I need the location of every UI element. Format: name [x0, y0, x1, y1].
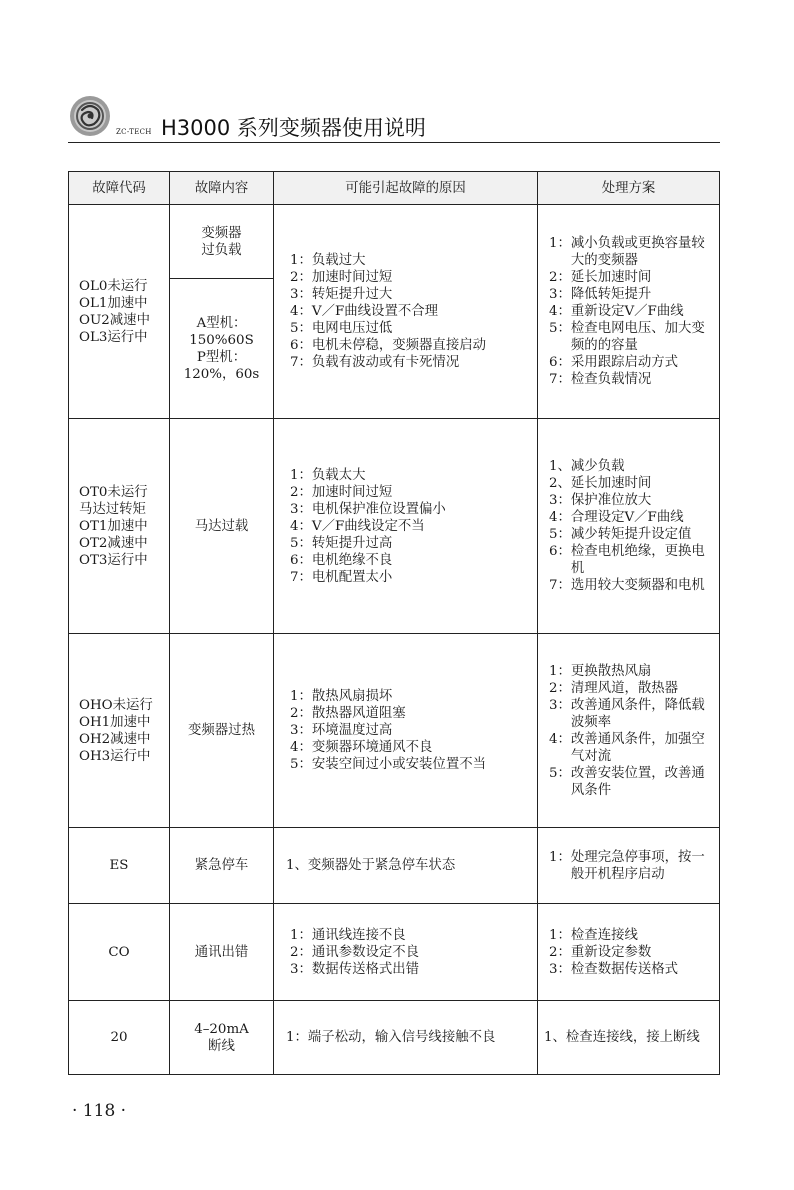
list-item: 7： 负载有波动或有卡死情况 [290, 355, 460, 370]
column-header-code: 故障代码 [69, 172, 170, 205]
list-item: 5： 安装空间过小或安装位置不当 [290, 757, 486, 772]
list-item: 5： 改善安装位置，改善通风条件 [549, 765, 705, 798]
list-item: 1、 检查连接线，接上断线 [544, 1030, 700, 1045]
list-item: 6： 检查电机绝缘，更换电机 [549, 544, 705, 576]
list-item: 6： 电机未停稳，变频器直接启动 [290, 338, 486, 353]
column-header-causes: 可能引起故障的原因 [274, 172, 538, 205]
list-item: 5： 转矩提升过高 [290, 535, 393, 551]
header-rule [68, 142, 720, 143]
table-row-ol [69, 205, 720, 279]
list-item: 1： 通讯线连接不良 [290, 927, 406, 943]
fault-code-20: 20 [69, 1001, 170, 1075]
fault-causes-ot [274, 419, 538, 634]
list-item: 4： 变频器环境通风不良 [290, 740, 433, 755]
list-item: 1： 负载太大 [290, 467, 366, 483]
fault-content-oh: 变频器过热 [170, 634, 274, 828]
table-row-co [69, 904, 720, 1001]
fault-content-ot: 马达过载 [170, 419, 274, 634]
list-item: 3： 环境温度过高 [290, 723, 393, 738]
list-item: 7： 电机配置太小 [290, 569, 393, 585]
zc-tech-logo-icon [68, 94, 112, 138]
fault-content-20: 4–20mA 断线 [170, 1001, 274, 1075]
fault-code-co: CO [69, 904, 170, 1001]
fault-content-ol-top: 变频器 过负载 [170, 205, 274, 279]
list-item: 4： 重新设定V／F曲线 [549, 304, 684, 319]
list-item: 2： 通讯参数设定不良 [290, 944, 420, 960]
list-item: 6： 采用跟踪启动方式 [549, 355, 679, 370]
list-item: 4： V／F曲线设定不当 [290, 518, 425, 534]
list-item: 2： 加速时间过短 [290, 270, 393, 285]
list-item: 5： 电网电压过低 [290, 321, 393, 336]
fault-solutions-ot [538, 419, 720, 634]
table-row-es [69, 828, 720, 904]
list-item: 1： 散热风扇损坏 [290, 689, 393, 704]
table-row-ot [69, 419, 720, 634]
list-item: 3： 检查数据传送格式 [549, 961, 679, 977]
list-item: 5： 减少转矩提升设定值 [549, 527, 692, 542]
document-title: H3000 系列变频器使用说明 [161, 116, 426, 140]
table-row-oh [69, 634, 720, 828]
table-header-row [69, 172, 720, 205]
list-item: 3： 转矩提升过大 [290, 287, 393, 302]
list-item: 2、 延长加速时间 [549, 476, 652, 491]
fault-content-co: 通讯出错 [170, 904, 274, 1001]
list-item: 4： 改善通风条件，加强空气对流 [549, 731, 705, 764]
fault-causes-20: 1：端子松动，输入信号线接触不良 [274, 1001, 538, 1075]
list-item: 7： 选用较大变频器和电机 [549, 578, 705, 593]
list-item: 2： 清理风道，散热器 [549, 680, 679, 696]
list-item: 3： 电机保护准位设置偏小 [290, 501, 446, 517]
page-number: · 118 · [72, 1101, 127, 1121]
fault-content-es: 紧急停车 [170, 828, 274, 904]
list-item: 4： V／F曲线设置不合理 [290, 304, 439, 319]
fault-code-es: ES [69, 828, 170, 904]
fault-table [68, 171, 720, 1075]
list-item: 4： 合理设定V／F曲线 [549, 510, 684, 525]
column-header-solutions: 处理方案 [538, 172, 720, 205]
list-item: 2： 延长加速时间 [549, 270, 652, 285]
list-item: 7： 检查负载情况 [549, 372, 652, 387]
fault-causes-es: 1、变频器处于紧急停车状态 [274, 828, 538, 904]
fault-solutions-es [538, 828, 720, 904]
list-item: 3： 保护准位放大 [549, 493, 652, 508]
list-item: 3： 降低转矩提升 [549, 287, 652, 302]
fault-solutions-20 [538, 1001, 720, 1075]
list-item: 3： 改善通风条件，降低载波频率 [549, 697, 705, 730]
list-item: 1： 处理完急停事项，按一般开机程序启动 [549, 849, 705, 882]
list-item: 2： 散热器风道阻塞 [290, 706, 406, 721]
list-item: 1、 减少负载 [549, 459, 625, 474]
list-item: 1： 更换散热风扇 [549, 663, 652, 679]
fault-causes-ol [274, 205, 538, 419]
column-header-content: 故障内容 [170, 172, 274, 205]
fault-code-ol: OL0未运行 OL1加速中 OU2减速中 OL3运行中 [69, 205, 170, 419]
list-item: 2： 加速时间过短 [290, 484, 393, 500]
list-item: 1： 检查连接线 [549, 927, 638, 943]
fault-solutions-ol [538, 205, 720, 419]
table-row-20 [69, 1001, 720, 1075]
list-item: 3： 数据传送格式出错 [290, 961, 420, 977]
fault-content-ol-bottom: A型机： 150%60S P型机： 120%，60s [170, 279, 274, 419]
fault-causes-oh [274, 634, 538, 828]
brand-name: ZC-TECH [116, 128, 152, 136]
page-header [68, 94, 720, 142]
fault-solutions-oh [538, 634, 720, 828]
list-item: 2： 重新设定参数 [549, 944, 652, 960]
list-item: 1： 减小负载或更换容量较大的变频器 [549, 236, 705, 268]
list-item: 6： 电机绝缘不良 [290, 552, 393, 568]
fault-solutions-co [538, 904, 720, 1001]
fault-causes-co [274, 904, 538, 1001]
list-item: 1： 负载过大 [290, 253, 366, 268]
fault-code-oh: OHO未运行 OH1加速中 OH2减速中 OH3运行中 [69, 634, 170, 828]
fault-code-ot: OT0未运行 马达过转矩 OT1加速中 OT2减速中 OT3运行中 [69, 419, 170, 634]
list-item: 5： 检查电网电压、加大变频的的容量 [549, 321, 705, 353]
